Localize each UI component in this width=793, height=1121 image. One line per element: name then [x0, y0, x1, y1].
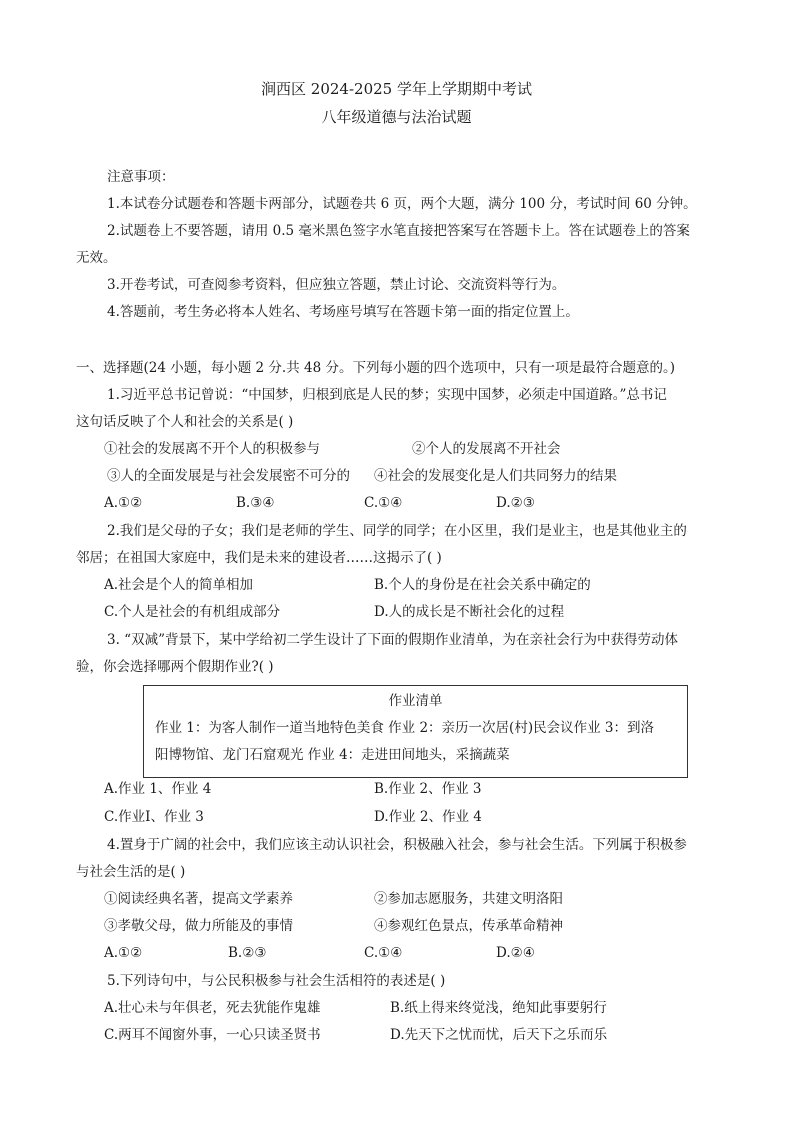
q1-option-3: ③人的全面发展是与社会发展密不可分的 [107, 468, 350, 484]
q1-option-4: ④社会的发展变化是人们共同努力的结果 [374, 468, 617, 484]
q4-choice-d: D.②④ [496, 945, 535, 961]
notice-item-2-line-1: 2.试题卷上不要答题，请用 0.5 毫米黑色签字水笔直接把答案写在答题卡上。答在试题卷上的答案 [107, 223, 690, 239]
q1-option-2: ②个人的发展离不开社会 [412, 441, 561, 457]
q2-stem-line-1: 2.我们是父母的子女；我们是老师的学生、同学的同学；在小区里，我们是业主，也是其他业主的 [107, 523, 687, 539]
q1-choice-b: B.③④ [236, 495, 275, 511]
notice-item-1: 1.本试卷分试题卷和答题卡两部分，试题卷共 6 页，两个大题，满分 100 分，考试时间 60 分钟。 [107, 196, 697, 212]
q3-choice-b: B.作业 2、作业 3 [374, 781, 482, 797]
section-heading: 一、选择题(24 小题，每小题 2 分.共 48 分。下列每小题的四个选项中，只有一项是最符合题意的。) [76, 360, 675, 376]
q1-choice-c: C.①④ [364, 495, 403, 511]
q4-option-2: ②参加志愿服务，共建文明洛阳 [374, 891, 563, 907]
notice-item-4: 4.答题前，考生务必将本人姓名、考场座号填写在答题卡第一面的指定位置上。 [107, 304, 579, 320]
q4-option-3: ③孝敬父母，做力所能及的事情 [104, 918, 293, 934]
q2-choice-d: D.人的成长是不断社会化的过程 [374, 604, 565, 620]
notice-item-3: 3.开卷考试，可查阅参考资料，但应独立答题，禁止讨论、交流资料等行为。 [107, 277, 566, 293]
q4-option-4: ④参观红色景点，传承革命精神 [374, 918, 563, 934]
q2-stem-line-2: 邻居；在祖国大家庭中，我们是未来的建设者……这揭示了( ) [76, 550, 442, 566]
q1-option-1: ①社会的发展离不开个人的积极参与 [104, 441, 320, 457]
q1-stem-line-1: 1.习近平总书记曾说：“中国梦，归根到底是人民的梦；实现中国梦，必须走中国道路。”总书记 [107, 387, 667, 403]
q4-choice-a: A.①② [104, 945, 143, 961]
q5-stem: 5.下列诗句中，与公民积极参与社会生活相符的表述是( ) [107, 973, 446, 989]
notice-item-2-line-2: 无效。 [76, 250, 117, 266]
exam-subtitle: 八年级道德与法治试题 [321, 108, 472, 126]
q1-stem-line-2: 这句话反映了个人和社会的关系是( ) [76, 414, 294, 430]
q1-choice-a: A.①② [104, 495, 143, 511]
homework-list-line-2: 阳博物馆、龙门石窟观光 作业 4：走进田间地头，采摘蔬菜 [155, 747, 510, 763]
q3-stem-line-1: 3. “双减”背景下，某中学给初二学生设计了下面的假期作业清单，为在亲社会行为中获得劳动体 [107, 632, 678, 648]
q3-stem-line-2: 验，你会选择哪两个假期作业?( ) [76, 659, 274, 675]
q2-choice-b: B.个人的身份是在社会关系中确定的 [374, 577, 591, 593]
q2-choice-c: C.个人是社会的有机组成部分 [104, 604, 281, 620]
q4-stem-line-2: 与社会生活的是( ) [76, 864, 186, 880]
q3-choice-a: A.作业 1、作业 4 [104, 781, 212, 797]
q5-choice-c: C.两耳不闻窗外事，一心只读圣贤书 [104, 1027, 321, 1043]
q5-choice-d: D.先天下之忧而忧，后天下之乐而乐 [390, 1027, 608, 1043]
q4-choice-c: C.①④ [364, 945, 403, 961]
q3-choice-d: D.作业 2、作业 4 [374, 809, 482, 825]
q3-choice-c: C.作业Ⅰ、作业 3 [104, 809, 204, 825]
homework-list-line-1: 作业 1：为客人制作一道当地特色美食 作业 2：亲历一次居(村)民会议作业 3：到洛 [155, 720, 654, 736]
homework-list-title: 作业清单 [388, 693, 443, 709]
notice-heading: 注意事项： [107, 169, 175, 185]
q4-option-1: ①阅读经典名著，提高文学素养 [104, 891, 293, 907]
q5-choice-b: B.纸上得来终觉浅，绝知此事要躬行 [390, 1000, 607, 1016]
q4-choice-b: B.②③ [228, 945, 267, 961]
q5-choice-a: A.壮心未与年俱老，死去犹能作鬼雄 [104, 1000, 321, 1016]
q2-choice-a: A.社会是个人的简单相加 [104, 577, 254, 593]
exam-title: 涧西区 2024-2025 学年上学期期中考试 [261, 80, 532, 98]
q1-choice-d: D.②③ [496, 495, 535, 511]
q4-stem-line-1: 4.置身于广阔的社会中，我们应该主动认识社会，积极融入社会，参与社会生活。下列属于积极参 [107, 837, 687, 853]
